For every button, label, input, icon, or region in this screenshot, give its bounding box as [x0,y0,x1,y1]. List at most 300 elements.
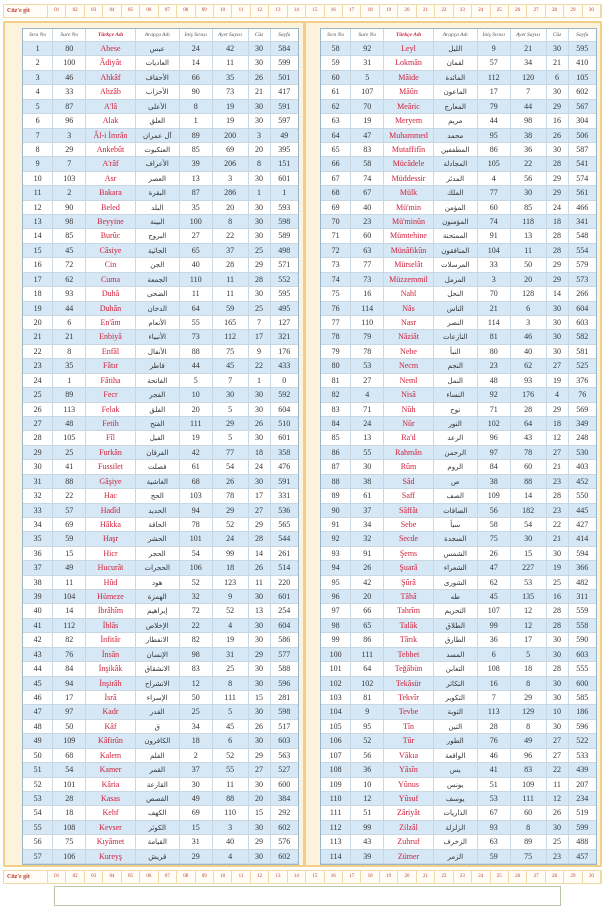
table-row[interactable] [321,374,596,388]
cell-turkish-name[interactable]: Hâkka [86,518,136,531]
cell-turkish-name[interactable]: Neml [384,374,434,387]
cell-turkish-name[interactable]: Şems [384,547,434,560]
cell-turkish-name[interactable]: İhlâs [86,619,136,632]
table-row[interactable] [23,590,298,604]
table-row[interactable] [321,431,596,445]
cell-turkish-name[interactable]: Kasas [86,792,136,805]
table-row[interactable] [321,85,596,99]
table-row[interactable] [321,345,596,359]
cuz-button-20[interactable]: 20 [398,5,416,17]
cell-turkish-name[interactable]: Fâtiha [86,374,136,387]
table-row[interactable] [23,316,298,330]
cuz-button-13[interactable]: 13 [269,5,287,17]
table-row[interactable] [23,273,298,287]
cuz-button-29[interactable]: 29 [564,871,582,883]
cuz-button-27[interactable]: 27 [527,871,545,883]
cuz-button-19[interactable]: 19 [380,871,398,883]
cell-sayfa: 366 [576,563,589,573]
cuz-button-3[interactable]: 03 [85,5,103,17]
cell-turkish-name[interactable]: A'lâ [86,100,136,113]
cell-turkish-name[interactable]: Kureyş [86,850,136,863]
cell-turkish-name[interactable]: Tâhâ [384,590,434,603]
table-row[interactable] [321,201,596,215]
table-row[interactable] [23,792,298,806]
table-row[interactable] [23,114,298,128]
table-row[interactable] [321,778,596,792]
cuz-button-20[interactable]: 20 [398,871,416,883]
cuz-button-3[interactable]: 03 [85,871,103,883]
table-row[interactable] [321,359,596,373]
table-row[interactable] [321,604,596,618]
cell-turkish-name[interactable]: Fâtır [86,359,136,372]
table-row[interactable] [23,749,298,763]
cell-turkish-name[interactable]: Kâfirûn [86,734,136,747]
table-row[interactable] [23,388,298,402]
cell-turkish-name[interactable]: Tûr [384,734,434,747]
table-row[interactable] [321,302,596,316]
table-row[interactable] [321,42,596,56]
cell-turkish-name[interactable]: Kalem [86,749,136,762]
cell-turkish-name[interactable]: Fetih [86,417,136,430]
cuz-button-22[interactable]: 22 [435,5,453,17]
cell-turkish-name[interactable]: Müzzemmil [384,273,434,286]
cell-turkish-name[interactable]: Leyl [384,42,434,55]
cuz-button-14[interactable]: 14 [288,871,306,883]
table-row[interactable] [23,215,298,229]
table-row[interactable] [23,691,298,705]
table-row[interactable] [321,633,596,647]
table-row[interactable] [321,229,596,243]
cell-turkish-name[interactable]: Münâfikûn [384,244,434,257]
cuz-button-26[interactable]: 26 [509,5,527,17]
table-row[interactable] [23,850,298,864]
cell-turkish-name[interactable]: Mü'minûn [384,215,434,228]
table-row[interactable] [321,792,596,806]
cuz-button-10[interactable]: 10 [214,871,232,883]
cell-turkish-name[interactable]: Müddessir [384,172,434,185]
cuz-button-24[interactable]: 24 [472,5,490,17]
table-row[interactable] [321,749,596,763]
cell-turkish-name[interactable]: Mü'min [384,201,434,214]
table-row[interactable] [23,734,298,748]
cell-turkish-name[interactable]: Nâs [384,302,434,315]
cell-turkish-name[interactable]: Nâziât [384,330,434,343]
table-row[interactable] [321,172,596,186]
table-row[interactable] [321,403,596,417]
table-row[interactable] [23,648,298,662]
table-row[interactable] [321,417,596,431]
cell-turkish-name[interactable]: Şuarâ [384,561,434,574]
table-row[interactable] [23,547,298,561]
table-row[interactable] [321,619,596,633]
cell-turkish-name[interactable]: Mâûn [384,85,434,98]
table-row[interactable] [23,403,298,417]
cell-turkish-name[interactable]: Beyyine [86,215,136,228]
table-row[interactable] [321,532,596,546]
table-row[interactable] [23,806,298,820]
cuz-button-6[interactable]: 06 [140,871,158,883]
cell-turkish-name[interactable]: Alak [86,114,136,127]
cell-turkish-name[interactable]: Secde [384,532,434,545]
table-row[interactable] [321,677,596,691]
cell-turkish-name[interactable]: Mutaffifîn [384,143,434,156]
table-row[interactable] [23,85,298,99]
table-row[interactable] [321,806,596,820]
cell-turkish-name[interactable]: Kamer [86,763,136,776]
table-row[interactable] [321,186,596,200]
table-row[interactable] [23,489,298,503]
cell-turkish-name[interactable]: Burûc [86,229,136,242]
table-row[interactable] [23,244,298,258]
cell-sure-no: 109 [53,734,86,747]
cell-turkish-name[interactable]: Necm [384,359,434,372]
cell-turkish-name[interactable]: Muhammed [384,129,434,142]
cuz-button-12[interactable]: 12 [251,5,269,17]
cell-sure-no: 42 [351,576,384,589]
cell-turkish-name[interactable]: Meryem [384,114,434,127]
table-row[interactable] [23,157,298,171]
cell-turkish-name[interactable]: Sâd [384,475,434,488]
cuz-button-4[interactable]: 04 [103,871,121,883]
cell-turkish-name[interactable]: Hac [86,489,136,502]
cuz-button-9[interactable]: 09 [196,5,214,17]
table-row[interactable] [23,56,298,70]
cell-arabic-name: الكهف [136,806,180,819]
cell-turkish-name[interactable]: Zâriyât [384,806,434,819]
cuz-button-25[interactable]: 25 [491,5,509,17]
cell-turkish-name[interactable]: İnşirâh [86,677,136,690]
table-row[interactable] [321,258,596,272]
table-row[interactable] [321,100,596,114]
cell-turkish-name[interactable]: Hicr [86,547,136,560]
cell-turkish-name[interactable]: En'âm [86,316,136,329]
table-row[interactable] [321,547,596,561]
table-row[interactable] [321,720,596,734]
cell-turkish-name[interactable]: Talâk [384,619,434,632]
cuz-button-21[interactable]: 21 [417,5,435,17]
table-row[interactable] [321,504,596,518]
cell-turkish-name[interactable]: Ra'd [384,431,434,444]
table-row[interactable] [321,648,596,662]
cell-turkish-name[interactable]: İbrâhîm [86,604,136,617]
cuz-button-27[interactable]: 27 [527,5,545,17]
cell-turkish-name[interactable]: Felak [86,403,136,416]
cell-turkish-name[interactable]: Âdiyât [86,56,136,69]
table-row[interactable] [321,157,596,171]
cuz-button-8[interactable]: 08 [177,871,195,883]
table-row[interactable] [23,504,298,518]
cell-turkish-name[interactable]: Duhân [86,302,136,315]
table-row[interactable] [23,359,298,373]
cuz-button-14[interactable]: 14 [288,5,306,17]
cell-turkish-name[interactable]: Enfâl [86,345,136,358]
cell-turkish-name[interactable]: Nasr [384,316,434,329]
cell-sayfa: 552 [278,274,291,284]
cell-turkish-name[interactable]: Kevser [86,821,136,834]
table-row[interactable] [23,604,298,618]
cell-turkish-name[interactable]: Kâf [86,720,136,733]
cuz-button-25[interactable]: 25 [491,871,509,883]
cell-turkish-name[interactable]: Ahkâf [86,71,136,84]
table-row[interactable] [23,720,298,734]
table-row[interactable] [321,763,596,777]
table-row[interactable] [321,143,596,157]
cell-turkish-name[interactable]: Nahl [384,287,434,300]
table-row[interactable] [23,576,298,590]
table-row[interactable] [23,705,298,719]
cell-turkish-name[interactable]: İnsân [86,648,136,661]
table-row[interactable] [321,56,596,70]
cuz-button-7[interactable]: 07 [159,871,177,883]
cell-turkish-name[interactable]: Zuhruf [384,835,434,848]
table-row[interactable] [23,561,298,575]
cell-turkish-name[interactable]: Cuma [86,273,136,286]
table-row[interactable] [321,330,596,344]
cuz-button-19[interactable]: 19 [380,5,398,17]
cell-turkish-name[interactable]: Tahrîm [384,604,434,617]
cell-turkish-name[interactable]: Nebe [384,345,434,358]
cuz-button-17[interactable]: 17 [343,5,361,17]
cell-turkish-name[interactable]: Tekâsür [384,677,434,690]
table-row[interactable] [23,287,298,301]
cuz-button-2[interactable]: 02 [66,5,84,17]
cell-turkish-name[interactable]: Şûrâ [384,576,434,589]
cuz-button-17[interactable]: 17 [343,871,361,883]
cell-turkish-name[interactable]: Nûh [384,403,434,416]
cuz-button-15[interactable]: 15 [306,5,324,17]
cell-turkish-name[interactable]: Fîl [86,431,136,444]
cell-turkish-name[interactable]: Ahzâb [86,85,136,98]
cell-turkish-name[interactable]: Kıyâmet [86,835,136,848]
cuz-button-28[interactable]: 28 [546,871,564,883]
table-row[interactable] [321,561,596,575]
cell-turkish-name[interactable]: Tebbet [384,648,434,661]
table-row[interactable] [321,287,596,301]
cell-turkish-name[interactable]: Fussilet [86,460,136,473]
table-row[interactable] [23,129,298,143]
cuz-button-23[interactable]: 23 [454,871,472,883]
table-row[interactable] [23,374,298,388]
cell-turkish-name[interactable]: Rûm [384,460,434,473]
cell-turkish-name[interactable]: Hümeze [86,590,136,603]
cell-turkish-name[interactable]: Fecr [86,388,136,401]
cuz-button-30[interactable]: 30 [583,5,601,17]
table-row[interactable] [23,619,298,633]
cell-turkish-name[interactable]: Rahmân [384,446,434,459]
cell-turkish-name[interactable]: Kehf [86,806,136,819]
table-row[interactable] [321,662,596,676]
cell-turkish-name[interactable]: Abese [86,42,136,55]
table-row[interactable] [321,273,596,287]
cell-turkish-name[interactable]: A'râf [86,157,136,170]
cell-turkish-name[interactable]: Yûsuf [384,792,434,805]
cuz-button-11[interactable]: 11 [232,5,250,17]
cell-turkish-name[interactable]: Cin [86,258,136,271]
cell-sure-no: 63 [351,244,384,257]
cuz-button-12[interactable]: 12 [251,871,269,883]
table-row[interactable] [321,850,596,864]
table-row[interactable] [23,42,298,56]
table-row[interactable] [321,316,596,330]
table-row[interactable] [321,215,596,229]
cell-turkish-name[interactable]: Kâria [86,778,136,791]
cell-sayfa: 599 [576,822,589,832]
cell-turkish-name[interactable]: Mülk [384,186,434,199]
table-row[interactable] [23,100,298,114]
cell-turkish-name[interactable]: Tekvîr [384,691,434,704]
cuz-button-28[interactable]: 28 [546,5,564,17]
cuz-button-7[interactable]: 07 [159,5,177,17]
cell-turkish-name[interactable]: Lokmân [384,56,434,69]
table-row[interactable] [23,677,298,691]
table-row[interactable] [23,532,298,546]
table-row[interactable] [321,518,596,532]
table-row[interactable] [321,129,596,143]
cuz-button-21[interactable]: 21 [417,871,435,883]
cuz-button-10[interactable]: 10 [214,5,232,17]
table-row[interactable] [23,518,298,532]
table-row[interactable] [23,763,298,777]
cell-turkish-name[interactable]: İnfitâr [86,633,136,646]
cuz-button-13[interactable]: 13 [269,871,287,883]
cuz-button-9[interactable]: 09 [196,871,214,883]
table-row[interactable] [321,114,596,128]
cuz-button-1[interactable]: 01 [48,871,66,883]
cell-turkish-name[interactable]: Sâffât [384,504,434,517]
cell-sira-no: 43 [23,648,53,661]
cell-turkish-name[interactable]: Hûd [86,576,136,589]
cell-turkish-name[interactable]: Kadr [86,705,136,718]
table-row[interactable] [23,345,298,359]
table-row[interactable] [321,821,596,835]
table-row[interactable] [321,590,596,604]
table-row[interactable] [23,633,298,647]
cuz-button-22[interactable]: 22 [435,871,453,883]
cell-turkish-name[interactable]: Enbiyâ [86,330,136,343]
table-row[interactable] [23,258,298,272]
table-row[interactable] [23,417,298,431]
cuz-button-1[interactable]: 01 [48,5,66,17]
cell-cuz: 18 [547,417,569,430]
cell-turkish-name[interactable]: Âl-i İmrân [86,129,136,142]
table-row[interactable] [23,475,298,489]
table-row[interactable] [23,201,298,215]
cuz-button-11[interactable]: 11 [232,871,250,883]
cell-turkish-name[interactable]: Tîn [384,720,434,733]
table-row[interactable] [321,835,596,849]
cell-ayet-sayisi: 11 [213,273,249,286]
cell-turkish-name[interactable]: Sebe [384,518,434,531]
cell-turkish-name[interactable]: Asr [86,172,136,185]
cell-turkish-name[interactable]: İnşikâk [86,662,136,675]
cell-turkish-name[interactable]: Zilzâl [384,821,434,834]
cuz-button-18[interactable]: 18 [361,5,379,17]
cuz-button-5[interactable]: 05 [122,871,140,883]
cuz-button-8[interactable]: 08 [177,5,195,17]
table-row[interactable] [23,229,298,243]
table-row[interactable] [23,446,298,460]
table-row[interactable] [321,71,596,85]
cell-turkish-name[interactable]: Mümtehine [384,229,434,242]
cell-turkish-name[interactable]: Haşr [86,532,136,545]
table-row[interactable] [23,71,298,85]
cuz-button-29[interactable]: 29 [564,5,582,17]
table-row[interactable] [23,431,298,445]
table-row[interactable] [321,691,596,705]
cell-turkish-name[interactable]: Gâşiye [86,475,136,488]
table-row[interactable] [321,460,596,474]
cuz-button-5[interactable]: 05 [122,5,140,17]
table-row[interactable] [23,143,298,157]
cuz-button-4[interactable]: 04 [103,5,121,17]
table-row[interactable] [321,388,596,402]
cuz-button-6[interactable]: 06 [140,5,158,17]
cell-turkish-name[interactable]: Mâide [384,71,434,84]
cell-turkish-name[interactable]: Zümer [384,850,434,863]
table-row[interactable] [23,778,298,792]
cell-turkish-name[interactable]: Duhâ [86,287,136,300]
cell-turkish-name[interactable]: Yûnus [384,778,434,791]
table-row[interactable] [321,446,596,460]
cell-turkish-name[interactable]: Nisâ [384,388,434,401]
cuz-button-18[interactable]: 18 [361,871,379,883]
cell-turkish-name[interactable]: İsrâ [86,691,136,704]
cell-turkish-name[interactable]: Câsiye [86,244,136,257]
cell-turkish-name[interactable]: Hadîd [86,504,136,517]
cell-turkish-name[interactable]: Bakara [86,186,136,199]
cell-turkish-name[interactable]: Tevbe [384,705,434,718]
table-row[interactable] [321,576,596,590]
cuz-button-2[interactable]: 02 [66,871,84,883]
cell-turkish-name[interactable]: Vâkıa [384,749,434,762]
table-row[interactable] [321,734,596,748]
cuz-button-16[interactable]: 16 [325,5,343,17]
cell-turkish-name[interactable]: Târık [384,633,434,646]
cuz-button-16[interactable]: 16 [325,871,343,883]
table-row[interactable] [23,186,298,200]
cuz-button-26[interactable]: 26 [509,871,527,883]
table-row[interactable] [23,662,298,676]
cell-turkish-name[interactable]: Beled [86,201,136,214]
table-row[interactable] [23,821,298,835]
table-row[interactable] [321,475,596,489]
table-row[interactable] [23,835,298,849]
cuz-button-24[interactable]: 24 [472,871,490,883]
cell-turkish-name[interactable]: Saff [384,489,434,502]
table-row[interactable] [23,302,298,316]
table-row[interactable] [321,244,596,258]
table-row[interactable] [321,489,596,503]
table-row[interactable] [23,460,298,474]
cuz-button-15[interactable]: 15 [306,871,324,883]
cell-sira-no: 62 [321,100,351,113]
table-row[interactable] [23,330,298,344]
cell-turkish-name[interactable]: Meâric [384,100,434,113]
cell-turkish-name[interactable]: Nûr [384,417,434,430]
cell-turkish-name[interactable]: Ankebût [86,143,136,156]
cuz-button-23[interactable]: 23 [454,5,472,17]
cell-turkish-name[interactable]: Hucurât [86,561,136,574]
cell-turkish-name[interactable]: Teğâbün [384,662,434,675]
table-row[interactable] [321,705,596,719]
cell-turkish-name[interactable]: Furkân [86,446,136,459]
cell-turkish-name[interactable]: Mücâdele [384,157,434,170]
cell-sira-no: 112 [321,821,351,834]
cell-turkish-name[interactable]: Mürselât [384,258,434,271]
cell-turkish-name[interactable]: Yâsîn [384,763,434,776]
table-row[interactable] [23,172,298,186]
cuz-button-30[interactable]: 30 [583,871,601,883]
